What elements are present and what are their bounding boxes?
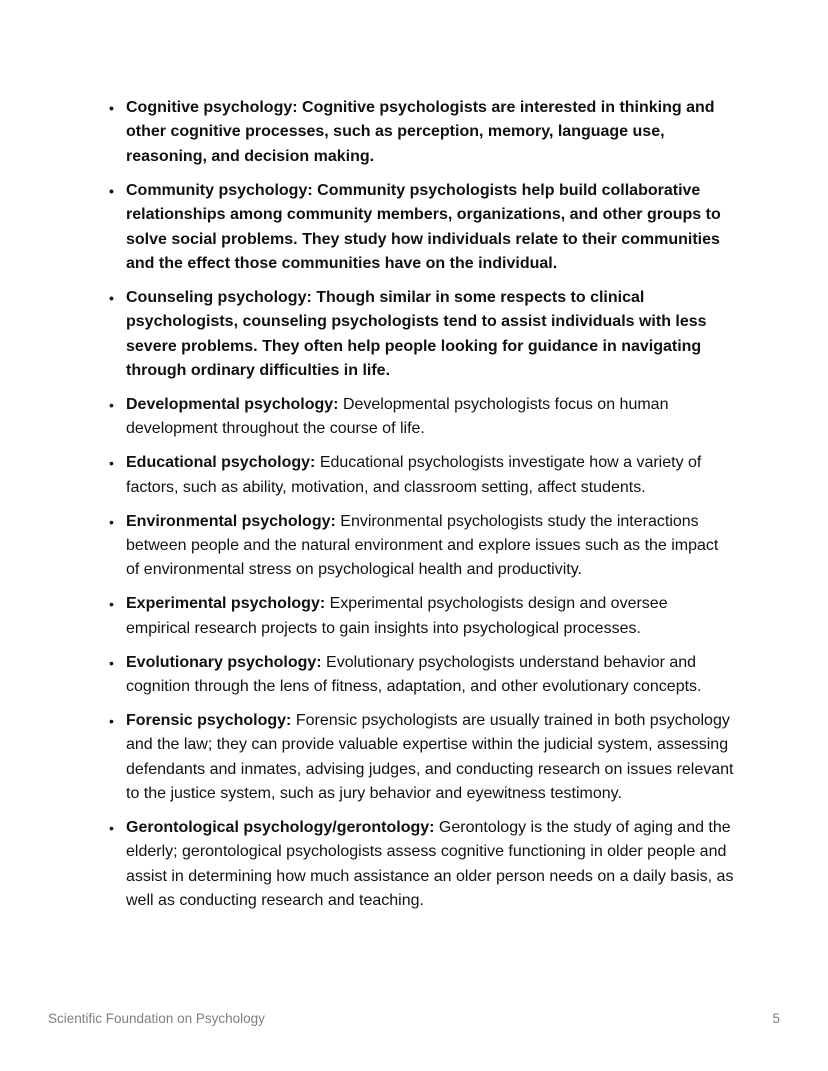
list-item [109, 179, 734, 277]
page-number: 5 [772, 1011, 780, 1026]
entry-term: Community psychology: [126, 181, 313, 199]
entry-text: Environmental psychologists study the interactions between people and the natural environment and explore issues such as the impact of environmental stress on psychological health and productivity. [126, 512, 719, 579]
entry-term: Environmental psychology: [126, 512, 336, 530]
bullet-icon: • [109, 654, 114, 671]
list-item [109, 286, 734, 384]
list-item [109, 592, 734, 641]
entry-text: Developmental psychologists focus on human development throughout the course of life. [126, 395, 669, 438]
entry-text: Forensic psychologists are usually trained in both psychology and the law; they can provide valuable expertise within the judicial system, assessing defendants and inmates, advising judges, and conducting research on issues relevant to the justice system, such as jury behavior and eyewitness testimony. [126, 711, 734, 803]
bullet-icon: • [109, 455, 114, 472]
list-item [109, 393, 734, 442]
entry-text: Cognitive psychologists are interested in thinking and other cognitive processes, such as perception, memory, language use, reasoning, and decision making. [126, 99, 715, 165]
list-item [109, 709, 734, 807]
entry-text: Evolutionary psychologists understand behavior and cognition through the lens of fitness, adaptation, and other evolutionary concepts. [126, 653, 702, 696]
page-footer [48, 1011, 780, 1026]
bullet-icon: • [109, 182, 114, 199]
psychology-fields-list [0, 96, 828, 914]
entry-term: Cognitive psychology: [126, 99, 298, 116]
bullet-icon: • [109, 596, 114, 613]
bullet-icon: • [109, 100, 114, 116]
list-item [109, 816, 734, 914]
list-item [109, 651, 734, 700]
bullet-icon: • [109, 396, 114, 413]
entry-term: Forensic psychology: [126, 711, 292, 729]
document-body [0, 96, 828, 923]
entry-term: Experimental psychology: [126, 595, 326, 613]
footer-title: Scientific Foundation on Psychology [48, 1011, 265, 1026]
bullet-icon: • [109, 712, 114, 729]
entry-text: Experimental psychologists design and oversee empirical research projects to gain insights into psychological processes. [126, 595, 668, 637]
list-item [109, 451, 734, 500]
entry-text: Community psychologists help build collaborative relationships among community members, organizations, and other groups to solve social problems. They study how individuals relate to their communities and the effect those communities have on the individual. [126, 181, 721, 272]
entry-term: Counseling psychology: [126, 288, 312, 306]
entry-term: Educational psychology: [126, 454, 316, 472]
bullet-icon: • [109, 513, 114, 530]
bullet-icon: • [109, 289, 114, 306]
list-item [109, 96, 734, 169]
entry-term: Gerontological psychology/gerontology: [126, 819, 435, 837]
list-item [109, 510, 734, 583]
bullet-icon: • [109, 820, 114, 837]
entry-term: Evolutionary psychology: [126, 653, 322, 671]
entry-text: Educational psychologists investigate how a variety of factors, such as ability, motivation, and classroom setting, affect students. [126, 454, 702, 496]
entry-text: Though similar in some respects to clinical psychologists, counseling psychologists tend to assist individuals with less severe problems. They often help people looking for guidance in navigating through ordinary difficulties in life. [126, 288, 707, 380]
entry-term: Developmental psychology: [126, 395, 339, 413]
entry-text: Gerontology is the study of aging and the elderly; gerontological psychologists assess cognitive functioning in older people and assist in determining how much assistance an older person needs on a daily basis, as well as conducting research and teaching. [126, 819, 734, 910]
